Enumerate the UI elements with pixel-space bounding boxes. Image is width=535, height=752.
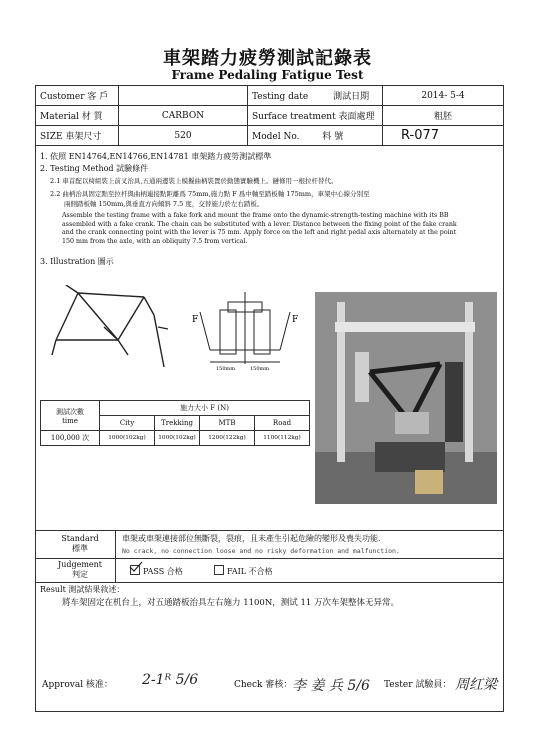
judgement-label-en: Judgement	[57, 560, 103, 569]
count-header	[41, 401, 100, 431]
pass-label: PASS 合格	[143, 567, 183, 576]
model-label-en: Model No.	[252, 132, 300, 142]
model-label-cn: 料 號	[322, 132, 344, 142]
english-line-2: assembled with a fake crank. The chain can be substituted with a lever. Distance between the fixing point of the fake crank	[62, 220, 457, 228]
title-english: Frame Pedaling Fatigue Test	[171, 68, 364, 82]
fail-checkbox[interactable]	[214, 565, 224, 575]
customer-label: Customer 客 戶	[36, 86, 119, 106]
check-signature: 李 姜 兵 5/6	[292, 678, 370, 694]
load-table	[40, 400, 310, 446]
surface-value: 粗胚	[383, 106, 504, 126]
section-2-1: 2.1 車首配以椅組裝上前叉治具,五通兩邊裝上模擬曲柄裝置於動態實驗機上。鏈條用一根拉杆替代。	[50, 177, 338, 185]
approval-signature: 2-1ᴿ 5/6	[142, 672, 199, 688]
frame-illustration	[48, 285, 188, 375]
result-label: Result 測試結果敘述：	[40, 585, 125, 594]
pass-checkbox[interactable]	[130, 565, 140, 575]
english-method	[62, 212, 502, 246]
tester-signature: 周红梁	[455, 677, 497, 693]
separator-standard	[35, 530, 504, 531]
column-city: City	[100, 416, 155, 431]
photo-image	[315, 292, 497, 504]
title-chinese: 車架踏力疲勞測試記錄表	[163, 48, 372, 69]
size-value: 520	[119, 126, 248, 146]
crank-fixture-diagram	[192, 292, 300, 372]
fail-option[interactable]	[214, 565, 273, 577]
separator-result	[35, 582, 504, 583]
model-value: R-077	[383, 126, 504, 146]
tester-label: Tester 試驗員：	[384, 680, 452, 690]
separator-vertical	[115, 530, 116, 582]
column-mtb: MTB	[200, 416, 255, 431]
pass-option[interactable]	[130, 565, 183, 577]
standard-label	[48, 534, 112, 554]
section-2: 2. Testing Method 試驗條件	[40, 164, 149, 173]
fail-label: FAIL 不合格	[227, 567, 273, 576]
test-machine-photo	[315, 292, 497, 504]
force-header: 施力大小 F (N)	[100, 401, 310, 416]
separator-judgement	[35, 558, 504, 559]
column-trekking: Trekking	[155, 416, 200, 431]
count-label-cn: 測試次數	[56, 407, 84, 416]
value-trekking: 1000(102kg)	[155, 431, 200, 446]
approval-label: Approval 核准：	[42, 680, 113, 690]
dimension-right: 150mm	[250, 366, 270, 372]
material-label: Material 材 質	[36, 106, 119, 126]
count-value: 100,000 次	[41, 431, 100, 446]
section-1: 1. 依照 EN14764,EN14766,EN14781 車架踏力疲勞測試標準	[40, 152, 272, 161]
testing-date-label-cn: 測試日期	[333, 92, 370, 102]
check-mark-icon	[129, 561, 143, 573]
header-table	[35, 85, 504, 146]
size-label: SIZE 車架尺寸	[36, 126, 119, 146]
column-road: Road	[255, 416, 310, 431]
standard-label-cn: 標準	[72, 544, 88, 553]
value-city: 1000(102kg)	[100, 431, 155, 446]
material-value: CARBON	[119, 106, 248, 126]
testing-date-label	[248, 86, 383, 106]
english-line-1: Assemble the testing frame with a fake fork and mount the frame onto the dynamic-strength-testing machine with its BB	[62, 212, 449, 219]
section-2-2a: 2.2 曲柄治具固定點至拉杆與曲柄連接點距離爲 75mm,施力點 F 爲中軸至踏板軸 175mm，車架中心線分別至	[50, 190, 370, 198]
value-road: 1100(112kg)	[255, 431, 310, 446]
force-label-left: F	[192, 315, 199, 325]
section-2-2b: 兩側踏板軸 150mm,與垂直方向傾斜 7.5 度，交替施力於左右踏板。	[64, 200, 264, 208]
model-label	[248, 126, 383, 146]
testing-date-value: 2014- 5-4	[383, 86, 504, 106]
dimension-left: 150mm	[216, 366, 236, 372]
standard-text-cn: 車架或車架連接部位無斷裂，裂痕，且未產生引起危險的變形及喪失功能.	[122, 534, 381, 543]
english-line-4: 150 mm from the axle, with an obliquity 7.5 from vertical.	[62, 237, 248, 245]
customer-value	[119, 86, 248, 106]
check-label: Check 審核：	[234, 680, 293, 690]
result-text: 將车架固定在机台上，对五通踏板治具左右施力 1100N，测试 11 万次车架整体无异常。	[62, 598, 399, 608]
count-label-en: time	[62, 416, 78, 425]
judgement-label-cn: 判定	[72, 570, 88, 579]
judgement-label	[48, 560, 112, 580]
standard-text-en: No crack, no connection loose and no risky deformation and malfunction.	[122, 547, 400, 555]
value-mtb: 1200(122kg)	[200, 431, 255, 446]
english-line-3: and the crank connecting point with the lever is 75 mm. Apply force on the left and right pedal axis alternately at the point	[62, 229, 457, 236]
testing-date-label-en: Testing date	[252, 92, 309, 102]
section-3: 3. Illustration 圖示	[40, 257, 114, 266]
force-label-right: F	[292, 315, 299, 325]
standard-label-en: Standard	[61, 534, 99, 543]
surface-label: Surface treatment 表面處理	[248, 106, 383, 126]
